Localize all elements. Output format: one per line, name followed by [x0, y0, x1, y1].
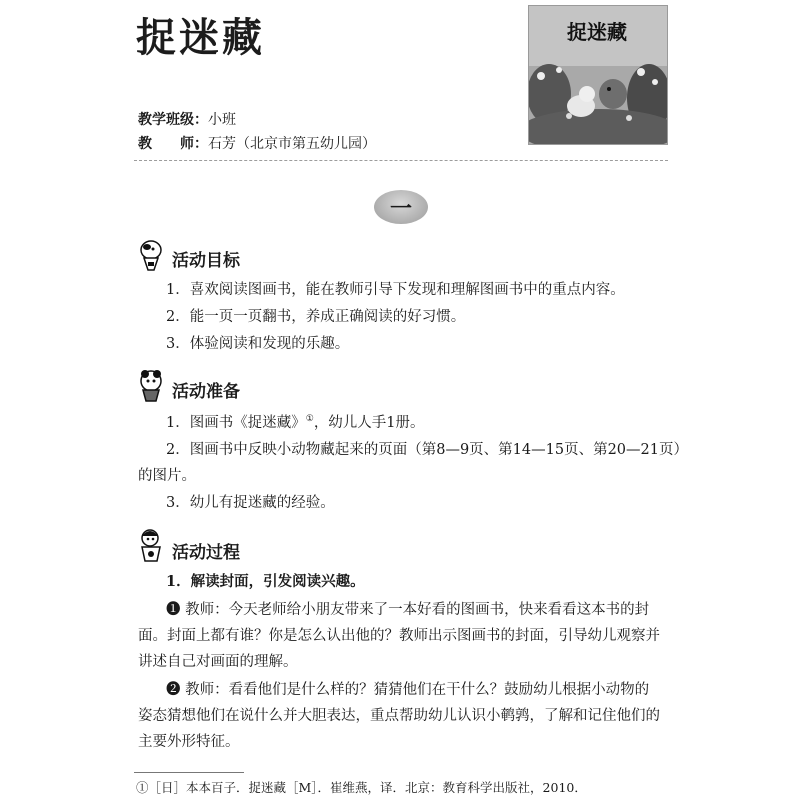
process-step-1: 1．解读封面，引发阅读兴趣。 — [166, 573, 365, 590]
section-title-prep: 活动准备 — [172, 382, 240, 402]
cartoon-figure-icon — [136, 528, 166, 562]
prep-item-1 — [166, 411, 425, 432]
prep-item-2-cont: 的图片。 — [138, 468, 196, 484]
teacher-label: 教 师： — [138, 136, 208, 152]
footnote-rule — [134, 772, 244, 773]
class-info — [138, 109, 236, 129]
teacher-info — [138, 133, 376, 153]
section-title-process: 活动过程 — [172, 543, 240, 563]
goal-item-2: 2．能一页一页翻书，养成正确阅读的好习惯。 — [166, 309, 466, 325]
goal-item-1: 1．喜欢阅读图画书，能在教师引导下发现和理解图画书中的重点内容。 — [166, 282, 625, 298]
paragraph-1-line-2: 面。封面上都有谁？你是怎么认出他的？教师出示图画书的封面，引导幼儿观察并 — [138, 628, 660, 644]
class-value: 小班 — [208, 112, 236, 128]
prep-item-1-rest: ，幼儿人手1册。 — [313, 415, 425, 431]
paragraph-1-line-3: 讲述自己对画面的理解。 — [138, 654, 298, 670]
section-title-goal: 活动目标 — [172, 251, 240, 271]
book-cover-title: 捉迷藏 — [567, 20, 627, 44]
goal-item-3: 3．体验阅读和发现的乐趣。 — [166, 336, 350, 352]
paragraph-2-line-1: ❷ 教师：看看他们是什么样的？猜猜他们在干什么？鼓励幼儿根据小动物的 — [166, 682, 650, 698]
book-cover-image — [528, 5, 668, 145]
chapter-number: 一 — [389, 196, 412, 222]
class-label: 教学班级： — [138, 112, 208, 128]
page-title: 捉迷藏 — [136, 15, 265, 61]
prep-item-1-text: 1．图画书《捉迷藏》 — [166, 415, 306, 431]
paragraph-2-line-3: 主要外形特征。 — [138, 734, 240, 750]
teacher-value: 石芳（北京市第五幼儿园） — [208, 136, 376, 152]
cartoon-cow-icon — [136, 238, 166, 272]
header-divider — [134, 160, 668, 161]
footnote-ref: ① — [305, 414, 314, 425]
paragraph-1-line-1: ❶ 教师：今天老师给小朋友带来了一本好看的图画书，快来看看这本书的封 — [166, 602, 650, 618]
prep-item-2: 2．图画书中反映小动物藏起来的页面（第8—9页、第14—15页、第20—21页） — [166, 442, 688, 458]
footnote: ①［日］本本百子．捉迷藏［M］．崔维燕，译．北京：教育科学出版社，2010． — [136, 780, 587, 795]
cartoon-animal-icon — [136, 368, 166, 402]
paragraph-2-line-2: 姿态猜想他们在说什么并大胆表达，重点帮助幼儿认识小鹌鹑，了解和记住他们的 — [138, 708, 660, 724]
prep-item-3: 3．幼儿有捉迷藏的经验。 — [166, 495, 335, 511]
chapter-marker — [374, 190, 428, 224]
